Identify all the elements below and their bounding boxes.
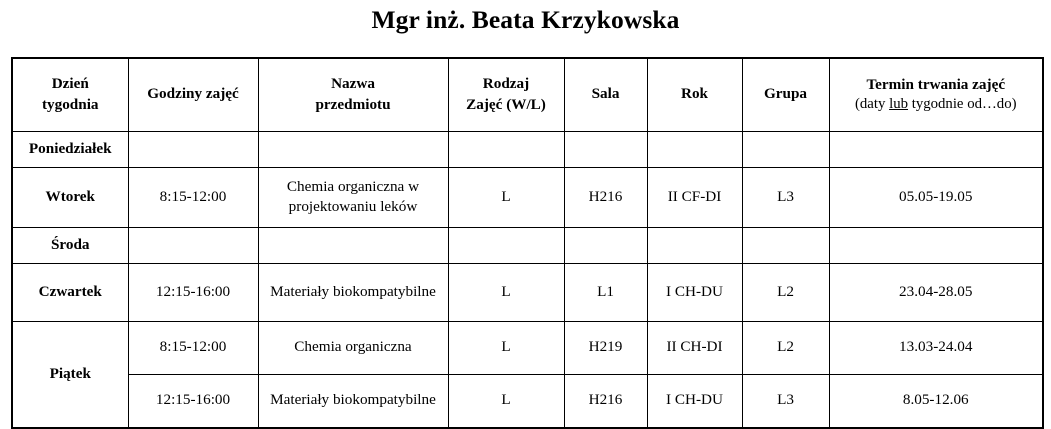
cell-kind xyxy=(448,131,564,167)
column-header-hours xyxy=(128,58,258,132)
table-row xyxy=(12,227,1043,263)
cell-group xyxy=(742,131,829,167)
column-header-term xyxy=(829,58,1043,132)
column-header-subject xyxy=(258,58,448,132)
column-header-day xyxy=(12,58,128,132)
cell-term: 8.05-12.06 xyxy=(829,374,1043,428)
cell-group: L3 xyxy=(742,374,829,428)
cell-room: H219 xyxy=(564,321,647,374)
cell-year: I CH-DU xyxy=(647,374,742,428)
schedule-table xyxy=(11,57,1044,429)
schedule-table-wrapper xyxy=(0,33,1051,429)
cell-kind: L xyxy=(448,263,564,321)
cell-group xyxy=(742,227,829,263)
table-row xyxy=(12,131,1043,167)
cell-day: Wtorek xyxy=(12,167,128,227)
table-header xyxy=(12,58,1043,132)
column-header-subject-line2: przedmiotu xyxy=(315,95,391,113)
cell-room: H216 xyxy=(564,167,647,227)
table-row xyxy=(12,167,1043,227)
column-header-day-line1: Dzień xyxy=(51,75,89,93)
cell-term: 13.03-24.04 xyxy=(829,321,1043,374)
column-header-kind-line2: Zajęć (W/L) xyxy=(466,95,546,113)
cell-group: L2 xyxy=(742,321,829,374)
cell-room: L1 xyxy=(564,263,647,321)
column-header-kind-line1: Rodzaj xyxy=(482,75,530,93)
cell-hours xyxy=(128,131,258,167)
cell-room xyxy=(564,227,647,263)
cell-subject: Chemia organiczna w projektowaniu leków xyxy=(258,167,448,227)
column-header-day-line2: tygodnia xyxy=(41,95,99,113)
cell-kind xyxy=(448,227,564,263)
cell-subject xyxy=(258,131,448,167)
table-row xyxy=(12,321,1043,374)
cell-kind: L xyxy=(448,167,564,227)
cell-subject: Materiały biokompatybilne xyxy=(258,263,448,321)
cell-hours xyxy=(128,227,258,263)
cell-year: I CH-DU xyxy=(647,263,742,321)
cell-term xyxy=(829,131,1043,167)
cell-day: Poniedziałek xyxy=(12,131,128,167)
cell-kind: L xyxy=(448,321,564,374)
table-row xyxy=(12,374,1043,428)
cell-room xyxy=(564,131,647,167)
column-header-term-line1: Termin trwania zajęć xyxy=(866,75,1006,93)
table-body xyxy=(12,131,1043,428)
term-subtitle-suffix: tygodnie od…do) xyxy=(908,95,1017,112)
term-subtitle-prefix: (daty xyxy=(854,95,890,112)
cell-term: 05.05-19.05 xyxy=(829,167,1043,227)
cell-group: L3 xyxy=(742,167,829,227)
cell-hours: 8:15-12:00 xyxy=(128,321,258,374)
cell-year: II CF-DI xyxy=(647,167,742,227)
header-row xyxy=(12,58,1043,132)
cell-year xyxy=(647,131,742,167)
column-header-room xyxy=(564,58,647,132)
column-header-group-label: Grupa xyxy=(763,85,808,103)
column-header-year-label: Rok xyxy=(680,85,708,103)
cell-term: 23.04-28.05 xyxy=(829,263,1043,321)
cell-room: H216 xyxy=(564,374,647,428)
column-header-hours-label: Godziny zajęć xyxy=(147,85,239,103)
cell-subject: Materiały biokompatybilne xyxy=(258,374,448,428)
cell-day: Piątek xyxy=(12,321,128,428)
column-header-term-subtitle xyxy=(834,95,1039,114)
term-subtitle-underlined: lub xyxy=(889,95,909,112)
cell-subject: Chemia organiczna xyxy=(258,321,448,374)
cell-day: Czwartek xyxy=(12,263,128,321)
cell-term xyxy=(829,227,1043,263)
column-header-year xyxy=(647,58,742,132)
cell-subject xyxy=(258,227,448,263)
cell-hours: 8:15-12:00 xyxy=(128,167,258,227)
cell-year xyxy=(647,227,742,263)
cell-day: Środa xyxy=(12,227,128,263)
cell-hours: 12:15-16:00 xyxy=(128,374,258,428)
cell-group: L2 xyxy=(742,263,829,321)
column-header-group xyxy=(742,58,829,132)
page-title: Mgr inż. Beata Krzykowska xyxy=(371,5,680,34)
cell-hours: 12:15-16:00 xyxy=(128,263,258,321)
cell-year: II CH-DI xyxy=(647,321,742,374)
table-row xyxy=(12,263,1043,321)
column-header-subject-line1: Nazwa xyxy=(331,75,375,93)
column-header-room-label: Sala xyxy=(591,85,620,103)
column-header-kind xyxy=(448,58,564,132)
cell-kind: L xyxy=(448,374,564,428)
